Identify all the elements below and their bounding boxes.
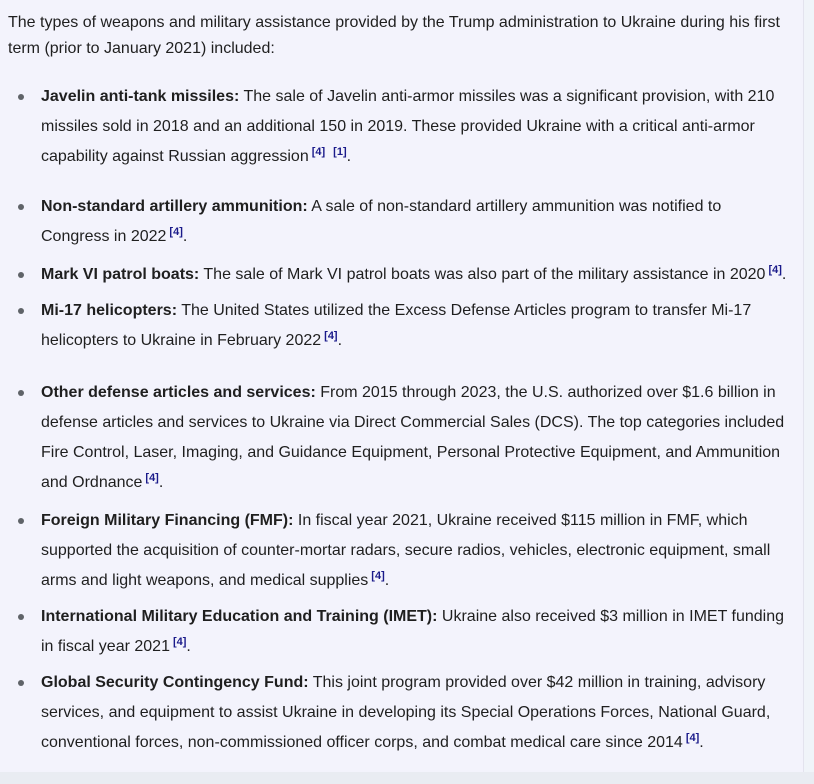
bullet-icon [18, 272, 24, 278]
response-intro: The types of weapons and military assistance provided by the Trump administration to Ukraine during his first term (prior to January 2021) included: [8, 14, 780, 57]
citation-link[interactable]: [4] [169, 225, 183, 238]
citation-link[interactable]: [4] [311, 145, 326, 158]
item-text: In fiscal year 2021, Ukraine received $115 million in FMF, which supported the acquisition of counter-mortar radars, secure radios, vehicles, electronic equipment, small arms and light weapons, and medical supplies [41, 512, 771, 589]
item-end-punctuation: . [781, 266, 787, 283]
bullet-icon [18, 614, 24, 620]
list-item [8, 260, 793, 290]
bullet-icon [18, 680, 24, 686]
item-term: Non-standard artillery ammunition: [41, 198, 308, 215]
list-item [8, 668, 793, 758]
item-end-punctuation: . [699, 734, 704, 751]
bullet-icon [18, 94, 24, 100]
bullet-icon [18, 204, 24, 210]
item-text: Ukraine also received $3 million in IMET funding in fiscal year 2021 [41, 608, 785, 655]
item-end-punctuation: . [346, 148, 352, 165]
item-text: The sale of Javelin anti-armor missiles was a significant provision, with 210 missiles sold in 2018 and an additional 150 in 2019. These provided Ukraine with a critical anti-armor capability against Russian aggression [41, 88, 775, 165]
list-item [8, 602, 793, 662]
list-item [8, 506, 793, 596]
list-item [8, 192, 793, 252]
list-item [8, 82, 793, 172]
item-term: Mi-17 helicopters: [41, 302, 178, 319]
citation-link[interactable]: [4] [768, 263, 782, 276]
citation-link[interactable]: [4] [371, 569, 385, 582]
citation-link[interactable]: [4] [685, 731, 700, 744]
item-text: The sale of Mark VI patrol boats was also part of the military assistance in 2020 [199, 266, 766, 283]
item-text: This joint program provided over $42 million in training, advisory services, and equipment to assist Ukraine in developing its Special Operations Forces, National Guard, conventional forces, non-commissioned officer corps, and combat medical care since 2014 [41, 674, 771, 751]
list-item [8, 296, 793, 356]
bottom-edge [0, 772, 814, 784]
item-end-punctuation: . [182, 228, 188, 245]
item-end-punctuation: . [384, 572, 390, 589]
item-term: Mark VI patrol boats: [41, 266, 200, 283]
bullet-icon [18, 308, 24, 314]
item-term: Javelin anti-tank missiles: [41, 88, 240, 105]
citation-link[interactable]: [1] [333, 145, 347, 158]
assistance-list [8, 82, 793, 758]
item-term: Global Security Contingency Fund: [41, 674, 309, 691]
citation-link[interactable]: [4] [145, 471, 159, 484]
citation-link[interactable]: [4] [324, 329, 338, 342]
bullet-icon [18, 518, 24, 524]
item-text: A sale of non-standard artillery ammunition was notified to Congress in 2022 [41, 198, 722, 245]
list-item [8, 378, 793, 498]
item-end-punctuation: . [337, 332, 343, 349]
item-term: Foreign Military Financing (FMF): [41, 512, 294, 529]
item-end-punctuation: . [186, 638, 191, 655]
item-end-punctuation: . [158, 474, 164, 491]
item-text: The United States utilized the Excess Defense Articles program to transfer Mi-17 helicopters to Ukraine in February 2022 [41, 302, 752, 349]
item-term: International Military Education and Training (IMET): [41, 608, 438, 625]
item-term: Other defense articles and services: [41, 384, 316, 401]
citation-link[interactable]: [4] [172, 635, 187, 648]
bullet-icon [18, 390, 24, 396]
item-text: From 2015 through 2023, the U.S. authorized over $1.6 billion in defense articles and services to Ukraine via Direct Commercial Sales (DCS). The top categories included Fire Control, Laser, Imaging, and Guidance Equipment, Personal Protective Equipment, and Ammunition and Ordnance [41, 384, 785, 491]
